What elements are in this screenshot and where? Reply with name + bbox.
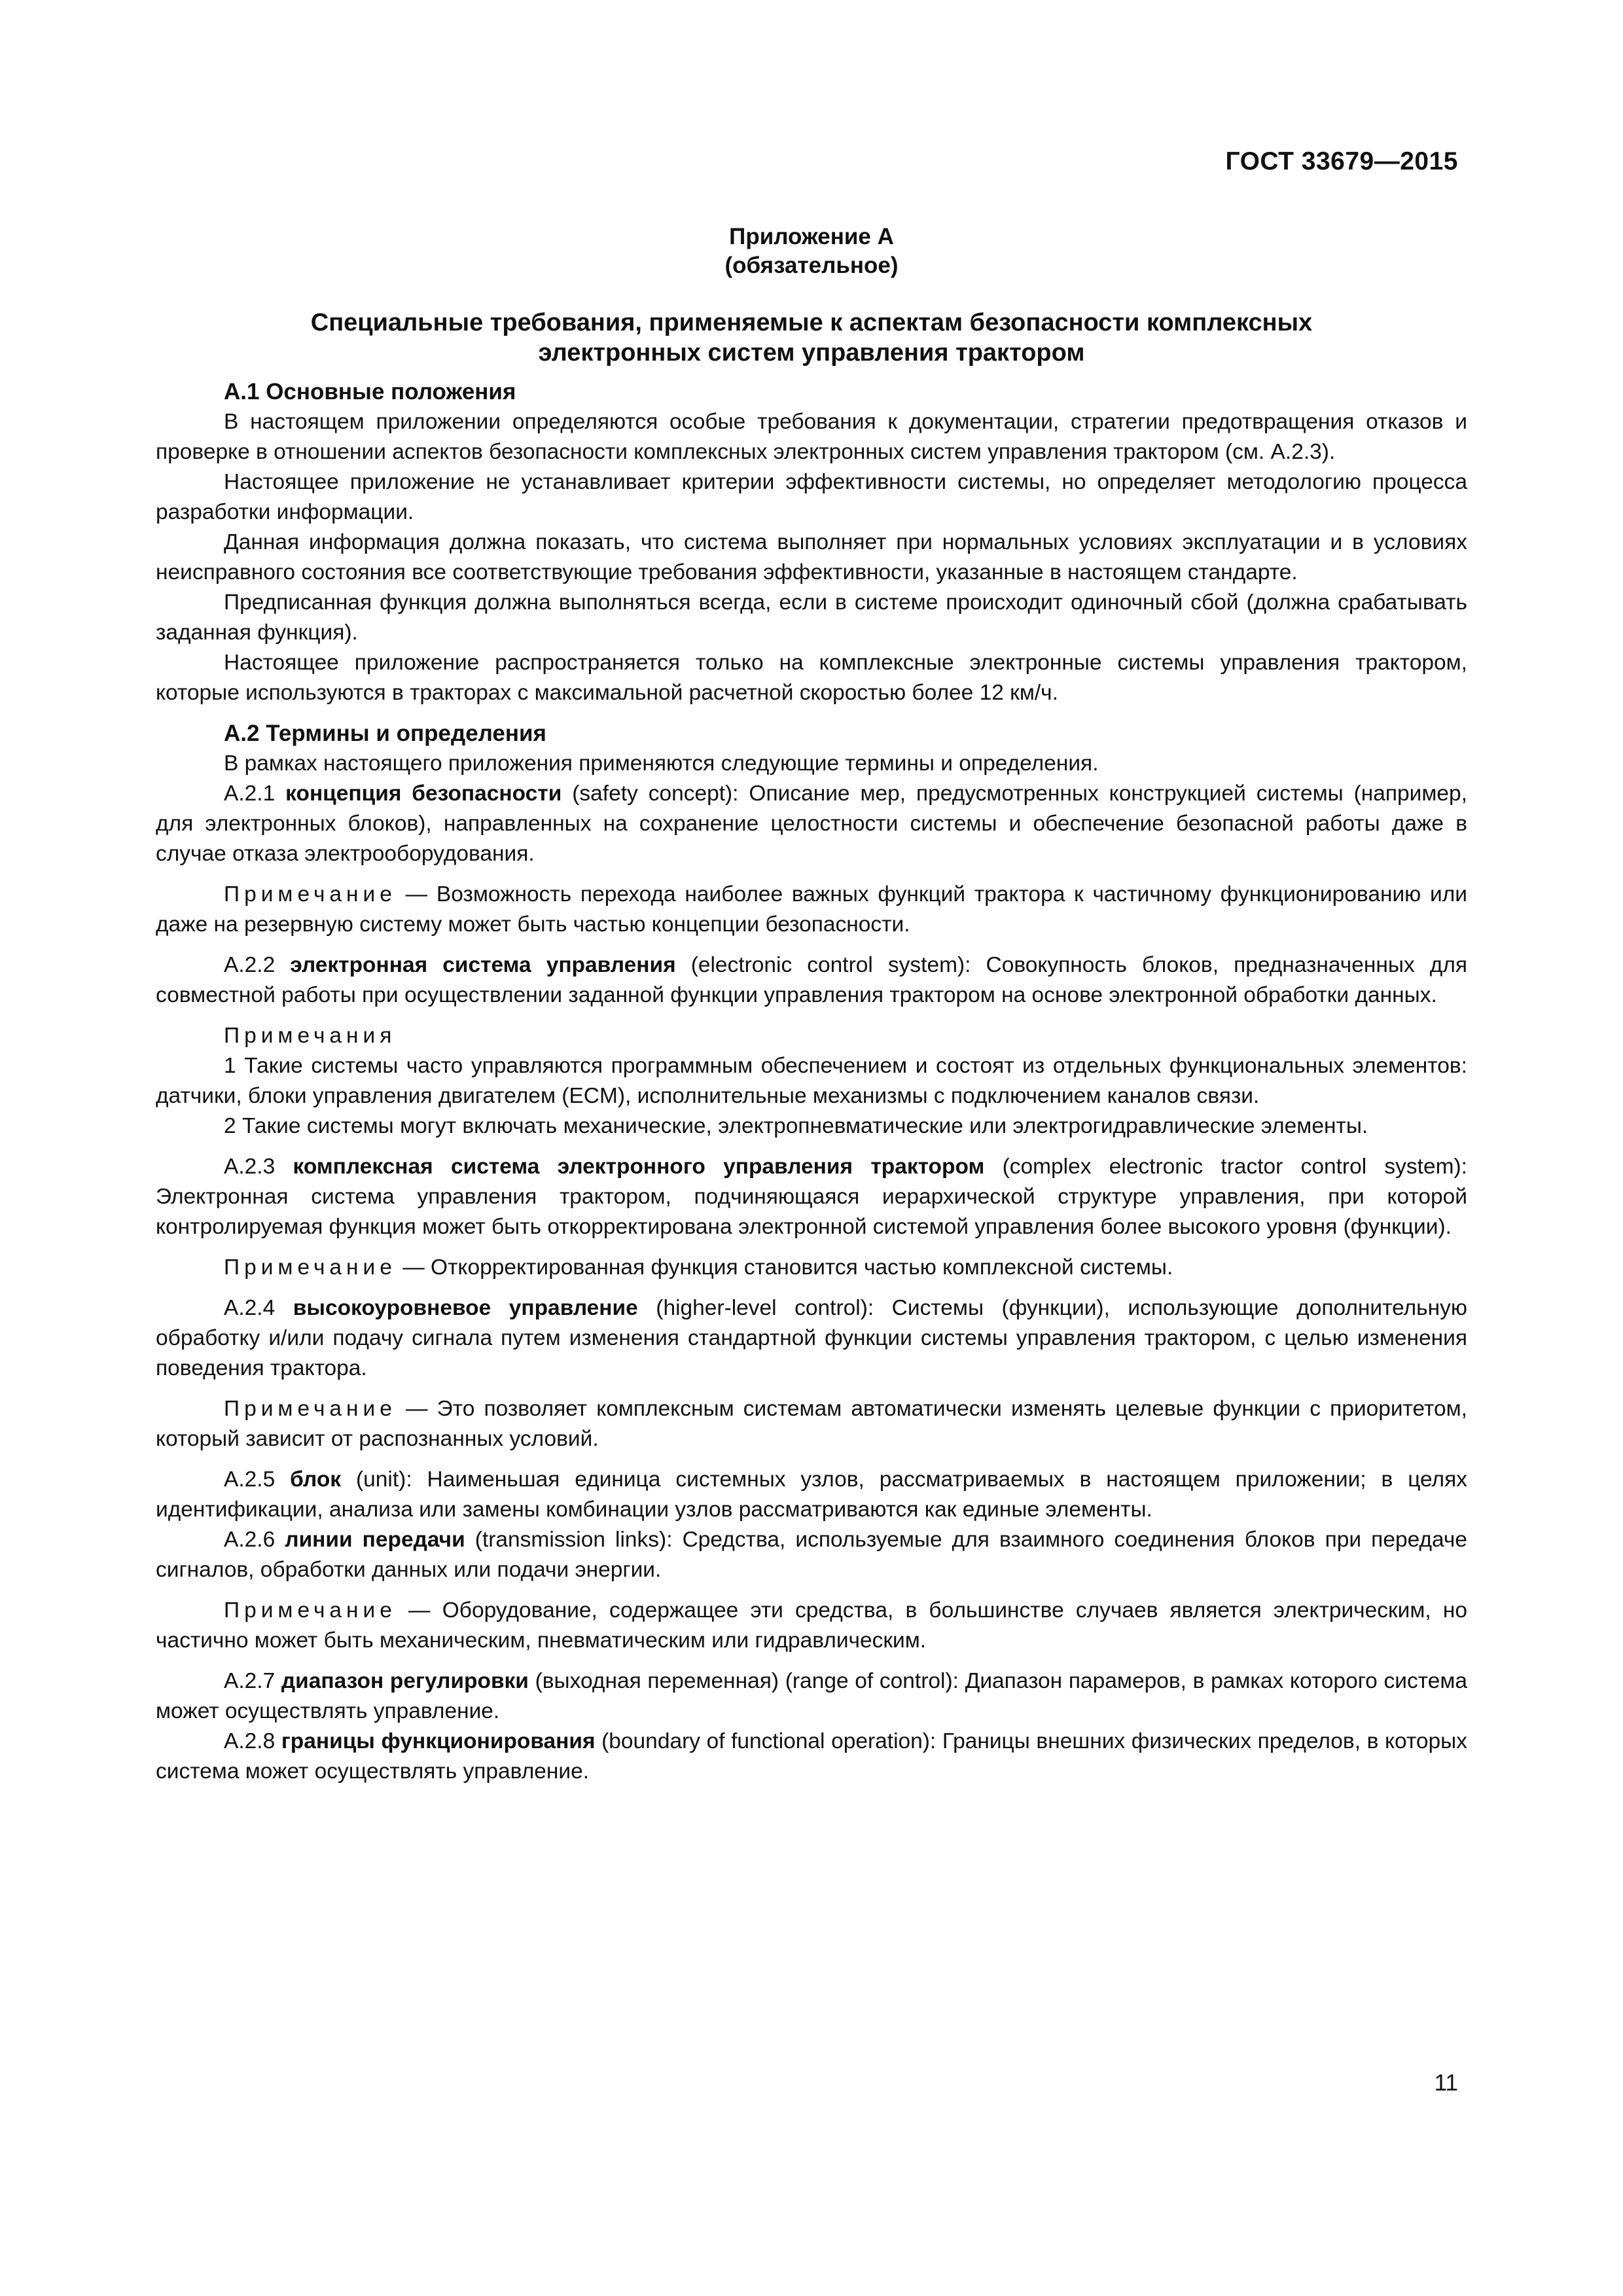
term-text: (electronic control system): Совокупность блоков, предназначенных для совместной работы при осуществлении заданной функции управления трактором на основе электронной обработки данных. (156, 953, 1468, 1007)
term-text: (higher-level control): Системы (функции), использующие дополнительную обработку и/или подачу сигнала путем изменения стандартной функции системы управления трактором, с целью изменения поведения трактора. (156, 1296, 1467, 1380)
term-definition (156, 1525, 1467, 1585)
term-number: А.2.5 (224, 1467, 291, 1492)
annex-title: Приложение А (729, 224, 894, 249)
term-number: А.2.2 (224, 953, 291, 977)
notes-heading (156, 1021, 1467, 1051)
paragraph: Предписанная функция должна выполняться всегда, если в системе происходит одиночный сбой (должна срабатывать заданная функция). (156, 590, 1467, 645)
term-name: высокоуровневое управление (293, 1296, 638, 1320)
term-text: (boundary of functional operation): Границы внешних физических пределов, в которых система может осуществлять управление. (156, 1729, 1467, 1784)
term-definition (156, 1727, 1467, 1787)
note-label: Примечание (224, 1397, 397, 1421)
standard-code: ГОСТ 33679—2015 (1225, 147, 1458, 175)
term-definition (156, 779, 1467, 869)
note-item: 2 Такие системы могут включать механические, электропневматические или электрогидравлические элементы. (224, 1114, 1368, 1138)
note-dash: — (396, 1397, 437, 1421)
paragraph: В рамках настоящего приложения применяются следующие термины и определения. (224, 751, 1099, 776)
term-name: концепция безопасности (285, 781, 562, 806)
annex-status: (обязательное) (724, 253, 899, 278)
term-definition (156, 1465, 1467, 1525)
section-heading-a1: А.1 Основные положения (224, 379, 516, 404)
note (156, 880, 1467, 940)
note (156, 1596, 1467, 1656)
note-dash: — (396, 882, 437, 906)
note-label: Примечание (224, 1255, 397, 1280)
term-number: А.2.7 (224, 1669, 281, 1693)
term-number: А.2.3 (224, 1155, 293, 1179)
term-name: линии передачи (285, 1528, 465, 1552)
term-definition (156, 950, 1467, 1011)
note (156, 1253, 1467, 1283)
section-heading-a2: А.2 Термины и определения (224, 721, 546, 746)
term-definition (156, 1152, 1467, 1242)
note-item: 1 Такие системы часто управляются программным обеспечением и состоят из отдельных функциональных элементов: датчики, блоки управления двигателем (ECM), исполнительные механизмы с подключением каналов связи. (156, 1054, 1467, 1108)
term-number: А.2.4 (224, 1296, 293, 1320)
term-text: (complex electronic tractor control system): Электронная система управления трактором, подчиняющаяся иерархической структуре управления, при которой контролируемая функция может быть откорректирована электронной системой управления более высокого уровня (функции). (156, 1155, 1467, 1239)
term-name: комплексная система электронного управления трактором (293, 1155, 985, 1179)
paragraph: В настоящем приложении определяются особые требования к документации, стратегии предотвращения отказов и проверке в отношении аспектов безопасности комплексных электронных систем управления трактором (см. А.2.3). (156, 410, 1467, 464)
page-number: 11 (1434, 2070, 1458, 2096)
note-label: Примечание (224, 1598, 397, 1623)
term-number: А.2.8 (224, 1729, 281, 1753)
term-name: диапазон регулировки (281, 1669, 529, 1693)
paragraph: Данная информация должна показать, что система выполняет при нормальных условиях эксплуатации и в условиях неисправного состояния все соответствующие требования эффективности, указанные в настоящем стандарте. (156, 530, 1467, 584)
note (156, 1394, 1467, 1454)
note-dash: — (396, 1598, 442, 1623)
document-title-line-1: Специальные требования, применяемые к аспектам безопасности комплексных (310, 309, 1313, 336)
note-text: Оборудование, содержащее эти средства, в большинстве случаев является электрическим, но частично может быть механическим, пневматическим или гидравлическим. (156, 1598, 1467, 1653)
term-text: (выходная переменная) (range of control): Диапазон парамеров, в рамках которого система может осуществлять управление. (156, 1669, 1467, 1723)
term-name: границы функционирования (281, 1729, 596, 1753)
paragraph: Настоящее приложение распространяется только на комплексные электронные системы управления трактором, которые используются в тракторах с максимальной расчетной скоростью более 12 км/ч. (156, 651, 1467, 705)
term-text: (transmission links): Средства, используемые для взаимного соединения блоков при передаче сигналов, обработки данных или подачи энергии. (156, 1528, 1468, 1582)
term-definition (156, 1293, 1467, 1384)
term-name: блок (290, 1467, 342, 1492)
note-text: Откорректированная функция становится частью комплексной системы. (431, 1255, 1173, 1280)
term-name: электронная система управления (290, 953, 676, 977)
term-number: А.2.6 (224, 1528, 285, 1552)
term-text: (unit): Наименьшая единица системных узлов, рассматриваемых в настоящем приложении; в целях идентификации, анализа или замены комбинации узлов рассматриваются как единые элементы. (156, 1467, 1467, 1522)
term-definition (156, 1666, 1467, 1727)
notes-label: Примечания (224, 1024, 397, 1048)
note-dash: — (396, 1255, 431, 1280)
note-label: Примечание (224, 882, 397, 906)
term-number: А.2.1 (224, 781, 286, 806)
page-content (156, 223, 1467, 1787)
document-title-line-2: электронных систем управления трактором (538, 339, 1085, 367)
document-title (156, 308, 1467, 368)
note-text: Возможность перехода наиболее важных функций трактора к частичному функционированию или даже на резервную систему может быть частью концепции безопасности. (156, 882, 1467, 937)
term-text: (safety concept): Описание мер, предусмотренных конструкцией системы (например, для электронных блоков), направленных на сохранение целостности системы и обеспечение безопасной работы даже в случае отказа электрооборудования. (156, 781, 1467, 866)
paragraph: Настоящее приложение не устанавливает критерии эффективности системы, но определяет методологию процесса разработки информации. (156, 470, 1467, 524)
note-text: Это позволяет комплексным системам автоматически изменять целевые функции с приоритетом, который зависит от распознанных условий. (156, 1397, 1467, 1451)
